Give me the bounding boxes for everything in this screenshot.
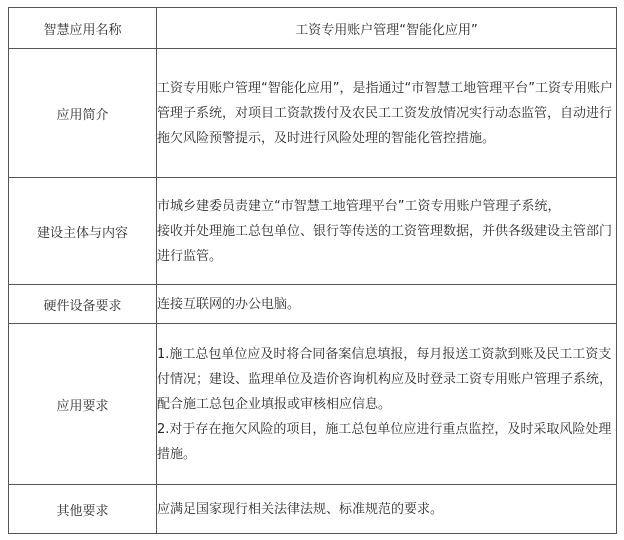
requirement-item-1: 1.施工总包单位应及时将合同备案信息填报，每月报送工资款到账及民工工资支付情况；建设、监理单位及造价咨询机构应及时登录工资专用账户管理子系统，配合施工总包企业填报或审核相应信息。 bbox=[157, 346, 613, 412]
table-row-intro bbox=[9, 49, 617, 178]
table-row-requirements bbox=[9, 324, 617, 485]
row-label-other: 其他要求 bbox=[9, 485, 157, 534]
header-value-cell: 工资专用账户管理“智能化应用” bbox=[157, 8, 617, 49]
row-value-intro bbox=[157, 49, 617, 178]
hardware-paragraph: 连接互联网的办公电脑。 bbox=[157, 296, 301, 312]
row-value-other bbox=[157, 485, 617, 534]
builder-paragraph-2: 接收并处理施工总包单位、银行等传送的工资管理数据，并供各级建设主管部门进行监管。 bbox=[157, 223, 613, 264]
row-label-builder: 建设主体与内容 bbox=[9, 178, 157, 285]
table-header-row bbox=[9, 8, 617, 49]
row-label-hardware: 硬件设备要求 bbox=[9, 285, 157, 324]
builder-paragraph-1: 市城乡建委员责建立“市智慧工地管理平台”工资专用账户管理子系统， bbox=[157, 198, 561, 214]
row-label-requirements: 应用要求 bbox=[9, 324, 157, 485]
requirement-item-2: 2.对于存在拖欠风险的项目，施工总包单位应进行重点监控，及时采取风险处理措施。 bbox=[157, 421, 612, 462]
other-paragraph: 应满足国家现行相关法律法规、标准规范的要求。 bbox=[157, 501, 444, 517]
row-value-requirements bbox=[157, 324, 617, 485]
intro-paragraph: 工资专用账户管理“智能化应用”，是指通过“市智慧工地管理平台”工资专用账户管理子系统，对项目工资款拨付及农民工工资发放情况实行动态监管，自动进行拖欠风险预警提示，及时进行风险处理的智能化管控措施。 bbox=[157, 80, 613, 146]
header-label-cell: 智慧应用名称 bbox=[9, 8, 157, 49]
smart-application-table bbox=[8, 7, 617, 534]
row-label-intro: 应用简介 bbox=[9, 49, 157, 178]
table-row-builder bbox=[9, 178, 617, 285]
row-value-builder bbox=[157, 178, 617, 285]
table-row-hardware bbox=[9, 285, 617, 324]
table-row-other bbox=[9, 485, 617, 534]
row-value-hardware bbox=[157, 285, 617, 324]
